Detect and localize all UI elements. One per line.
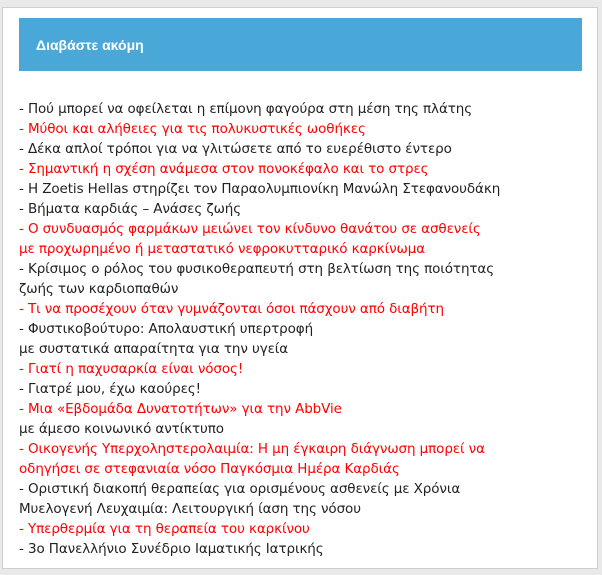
article-link-text: οδηγήσει σε στεφανιαία νόσο Παγκόσμια Ημέρα Καρδιάς: [19, 461, 400, 477]
article-link[interactable]: [19, 539, 585, 559]
read-more-title: Διαβάστε ακόμη: [36, 36, 144, 53]
article-link-text: - Μια «Εβδομάδα Δυνατοτήτων» για την AbbVie: [19, 401, 342, 417]
article-link[interactable]: [19, 259, 585, 299]
article-link[interactable]: [19, 439, 585, 479]
article-link[interactable]: [19, 139, 585, 159]
article-link[interactable]: [19, 479, 585, 519]
article-link-text: - Δέκα απλοί τρόποι για να γλιτώσετε από το ευερέθιστο έντερο: [19, 141, 452, 157]
article-link-text: - Οριστική διακοπή θεραπείας για ορισμένους ασθενείς με Χρόνια: [19, 481, 461, 497]
article-link[interactable]: [19, 319, 585, 359]
article-link-text: με συστατικά απαραίτητα για την υγεία: [19, 341, 289, 357]
article-link[interactable]: [19, 519, 585, 539]
article-link-text: - Γιατί η παχυσαρκία είναι νόσος!: [19, 361, 244, 377]
article-link-text: - Βήματα καρδιάς – Ανάσες ζωής: [19, 201, 242, 217]
article-link-text: - Φυστικοβούτυρο: Απολαυστική υπερτροφή: [19, 321, 314, 337]
article-link-text: με άμεσο κοινωνικό αντίκτυπο: [19, 421, 224, 437]
article-link-text: Μυελογενή Λευχαιμία: Λειτουργική ίαση της νόσου: [19, 501, 361, 517]
article-link-text: - Σημαντική η σχέση ανάμεσα στον πονοκέφαλο και το στρες: [19, 161, 429, 177]
article-link-text: - Τι να προσέχουν όταν γυμνάζονται όσοι πάσχουν από διαβήτη: [19, 301, 444, 317]
article-link-text: ζωής των καρδιοπαθών: [19, 281, 179, 297]
article-link[interactable]: [19, 159, 585, 179]
article-link-text: - Μύθοι και αλήθειες για τις πολυκυστικές ωοθήκες: [19, 121, 366, 137]
article-link-text: - Γιατρέ μου, έχω καούρες!: [19, 381, 201, 397]
article-link[interactable]: [19, 379, 585, 399]
article-list: [19, 99, 585, 559]
article-link-text: - Κρίσιμος ο ρόλος του φυσικοθεραπευτή στη βελτίωση της ποιότητας: [19, 261, 495, 277]
article-link-text: - Πού μπορεί να οφείλεται η επίμονη φαγούρα στη μέση της πλάτης: [19, 101, 473, 117]
article-link[interactable]: [19, 179, 585, 199]
read-more-panel: [2, 7, 598, 569]
article-link[interactable]: [19, 199, 585, 219]
article-link[interactable]: [19, 119, 585, 139]
article-link-text: - 3ο Πανελλήνιο Συνέδριο Ιαματικής Ιατρικής: [19, 541, 324, 557]
article-link[interactable]: [19, 99, 585, 119]
article-link[interactable]: [19, 399, 585, 419]
article-link-text: - Η Zoetis Hellas στηρίζει τον Παραολυμπιονίκη Μανώλη Στεφανουδάκη: [19, 181, 501, 197]
read-more-header: [19, 18, 582, 71]
article-link-text: με προχωρημένο ή μεταστατικό νεφροκυτταρικό καρκίνωμα: [19, 241, 426, 257]
article-link-text: - Ο συνδυασμός φαρμάκων μειώνει τον κίνδυνο θανάτου σε ασθενείς: [19, 221, 481, 237]
article-link[interactable]: [19, 359, 585, 379]
article-link[interactable]: [19, 299, 585, 319]
article-link[interactable]: [19, 219, 585, 259]
article-link-text: - Οικογενής Υπερχοληστερολαιμία: Η μη έγκαιρη διάγνωση μπορεί να: [19, 441, 485, 457]
article-link-text: - Υπερθερμία για τη θεραπεία του καρκίνου: [19, 521, 310, 537]
article-link[interactable]: [19, 419, 585, 439]
